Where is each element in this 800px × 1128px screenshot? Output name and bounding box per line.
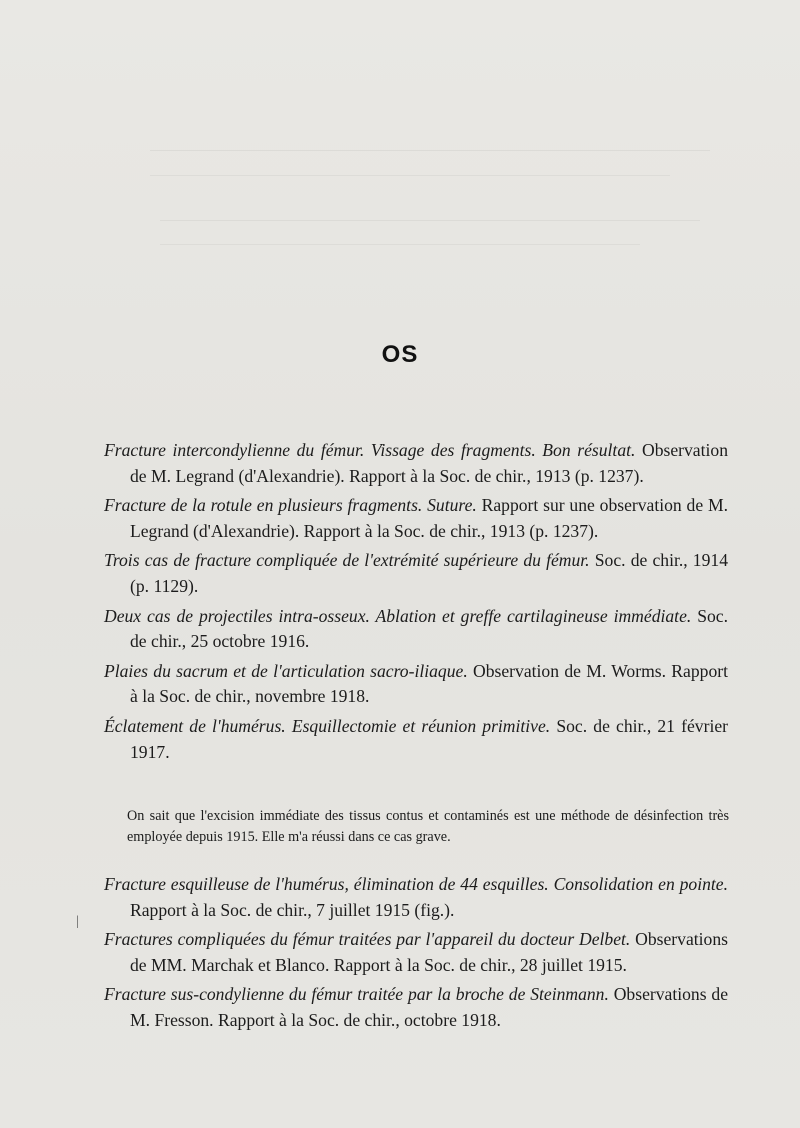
entry-title: Fracture de la rotule en plusieurs fragments. Suture. bbox=[104, 495, 477, 516]
entry-text: Soc. de chir., 1914 (p. 1129). bbox=[130, 550, 728, 596]
entry-title: Deux cas de projectiles intra-osseux. Ablation et greffe cartilagineuse immédiate. bbox=[104, 605, 692, 626]
list-item bbox=[104, 548, 728, 599]
list-item bbox=[104, 872, 728, 923]
entry-text: Rapport à la Soc. de chir., 7 juillet 1915 (fig.). bbox=[130, 899, 455, 920]
show-through-line bbox=[160, 220, 700, 222]
entry-title: Fractures compliquées du fémur traitées par l'appareil du docteur Delbet. bbox=[104, 929, 631, 950]
list-item bbox=[104, 714, 728, 765]
list-item bbox=[104, 493, 728, 544]
entry-text: Soc. de chir., 21 février 1917. bbox=[130, 715, 728, 762]
show-through-line bbox=[160, 244, 640, 246]
entry-list bbox=[104, 438, 728, 769]
entry-text: Observation de M. Worms. Rapport à la Soc. de chir., novembre 1918. bbox=[130, 660, 728, 707]
entry-title: Trois cas de fracture compliquée de l'extrémité supérieure du fémur. bbox=[104, 550, 590, 571]
entry-title: Fracture esquilleuse de l'humérus, élimination de 44 esquilles. Consolidation en pointe. bbox=[104, 874, 728, 894]
list-item bbox=[104, 659, 728, 710]
list-item bbox=[104, 927, 728, 978]
entry-list-secondary bbox=[104, 872, 728, 1038]
list-item bbox=[104, 604, 728, 655]
footnote: On sait que l'excision immédiate des tissus contus et contaminés est une méthode de désinfection très employée depuis 1915. Elle m'a réussi dans ce cas grave. bbox=[127, 808, 729, 845]
show-through-line bbox=[150, 175, 670, 177]
page-title: OS bbox=[381, 341, 419, 368]
list-item bbox=[104, 982, 728, 1033]
entry-text: Observations de M. Fresson. Rapport à la Soc. de chir., octobre 1918. bbox=[130, 984, 728, 1030]
entry-text: Observations de MM. Marchak et Blanco. Rapport à la Soc. de chir., 28 juillet 1915. bbox=[130, 929, 728, 975]
margin-mark: | bbox=[76, 914, 79, 929]
entry-text: Rapport sur une observation de M. Legrand (d'Alexandrie). Rapport à la Soc. de chir., 1913 (p. 1237). bbox=[130, 495, 728, 541]
show-through-line bbox=[150, 150, 710, 152]
entry-title: Plaies du sacrum et de l'articulation sacro-iliaque. bbox=[104, 660, 468, 681]
entry-text: Observation de M. Legrand (d'Alexandrie). Rapport à la Soc. de chir., 1913 (p. 1237). bbox=[130, 440, 728, 486]
entry-title: Fracture intercondylienne du fémur. Vissage des fragments. Bon résultat. bbox=[104, 440, 636, 460]
entry-text: Soc. de chir., 25 octobre 1916. bbox=[130, 605, 729, 652]
list-item bbox=[104, 438, 728, 489]
entry-title: Éclatement de l'humérus. Esquillectomie et réunion primitive. bbox=[104, 715, 551, 736]
entry-title: Fracture sus-condylienne du fémur traitée par la broche de Steinmann. bbox=[104, 984, 609, 1005]
